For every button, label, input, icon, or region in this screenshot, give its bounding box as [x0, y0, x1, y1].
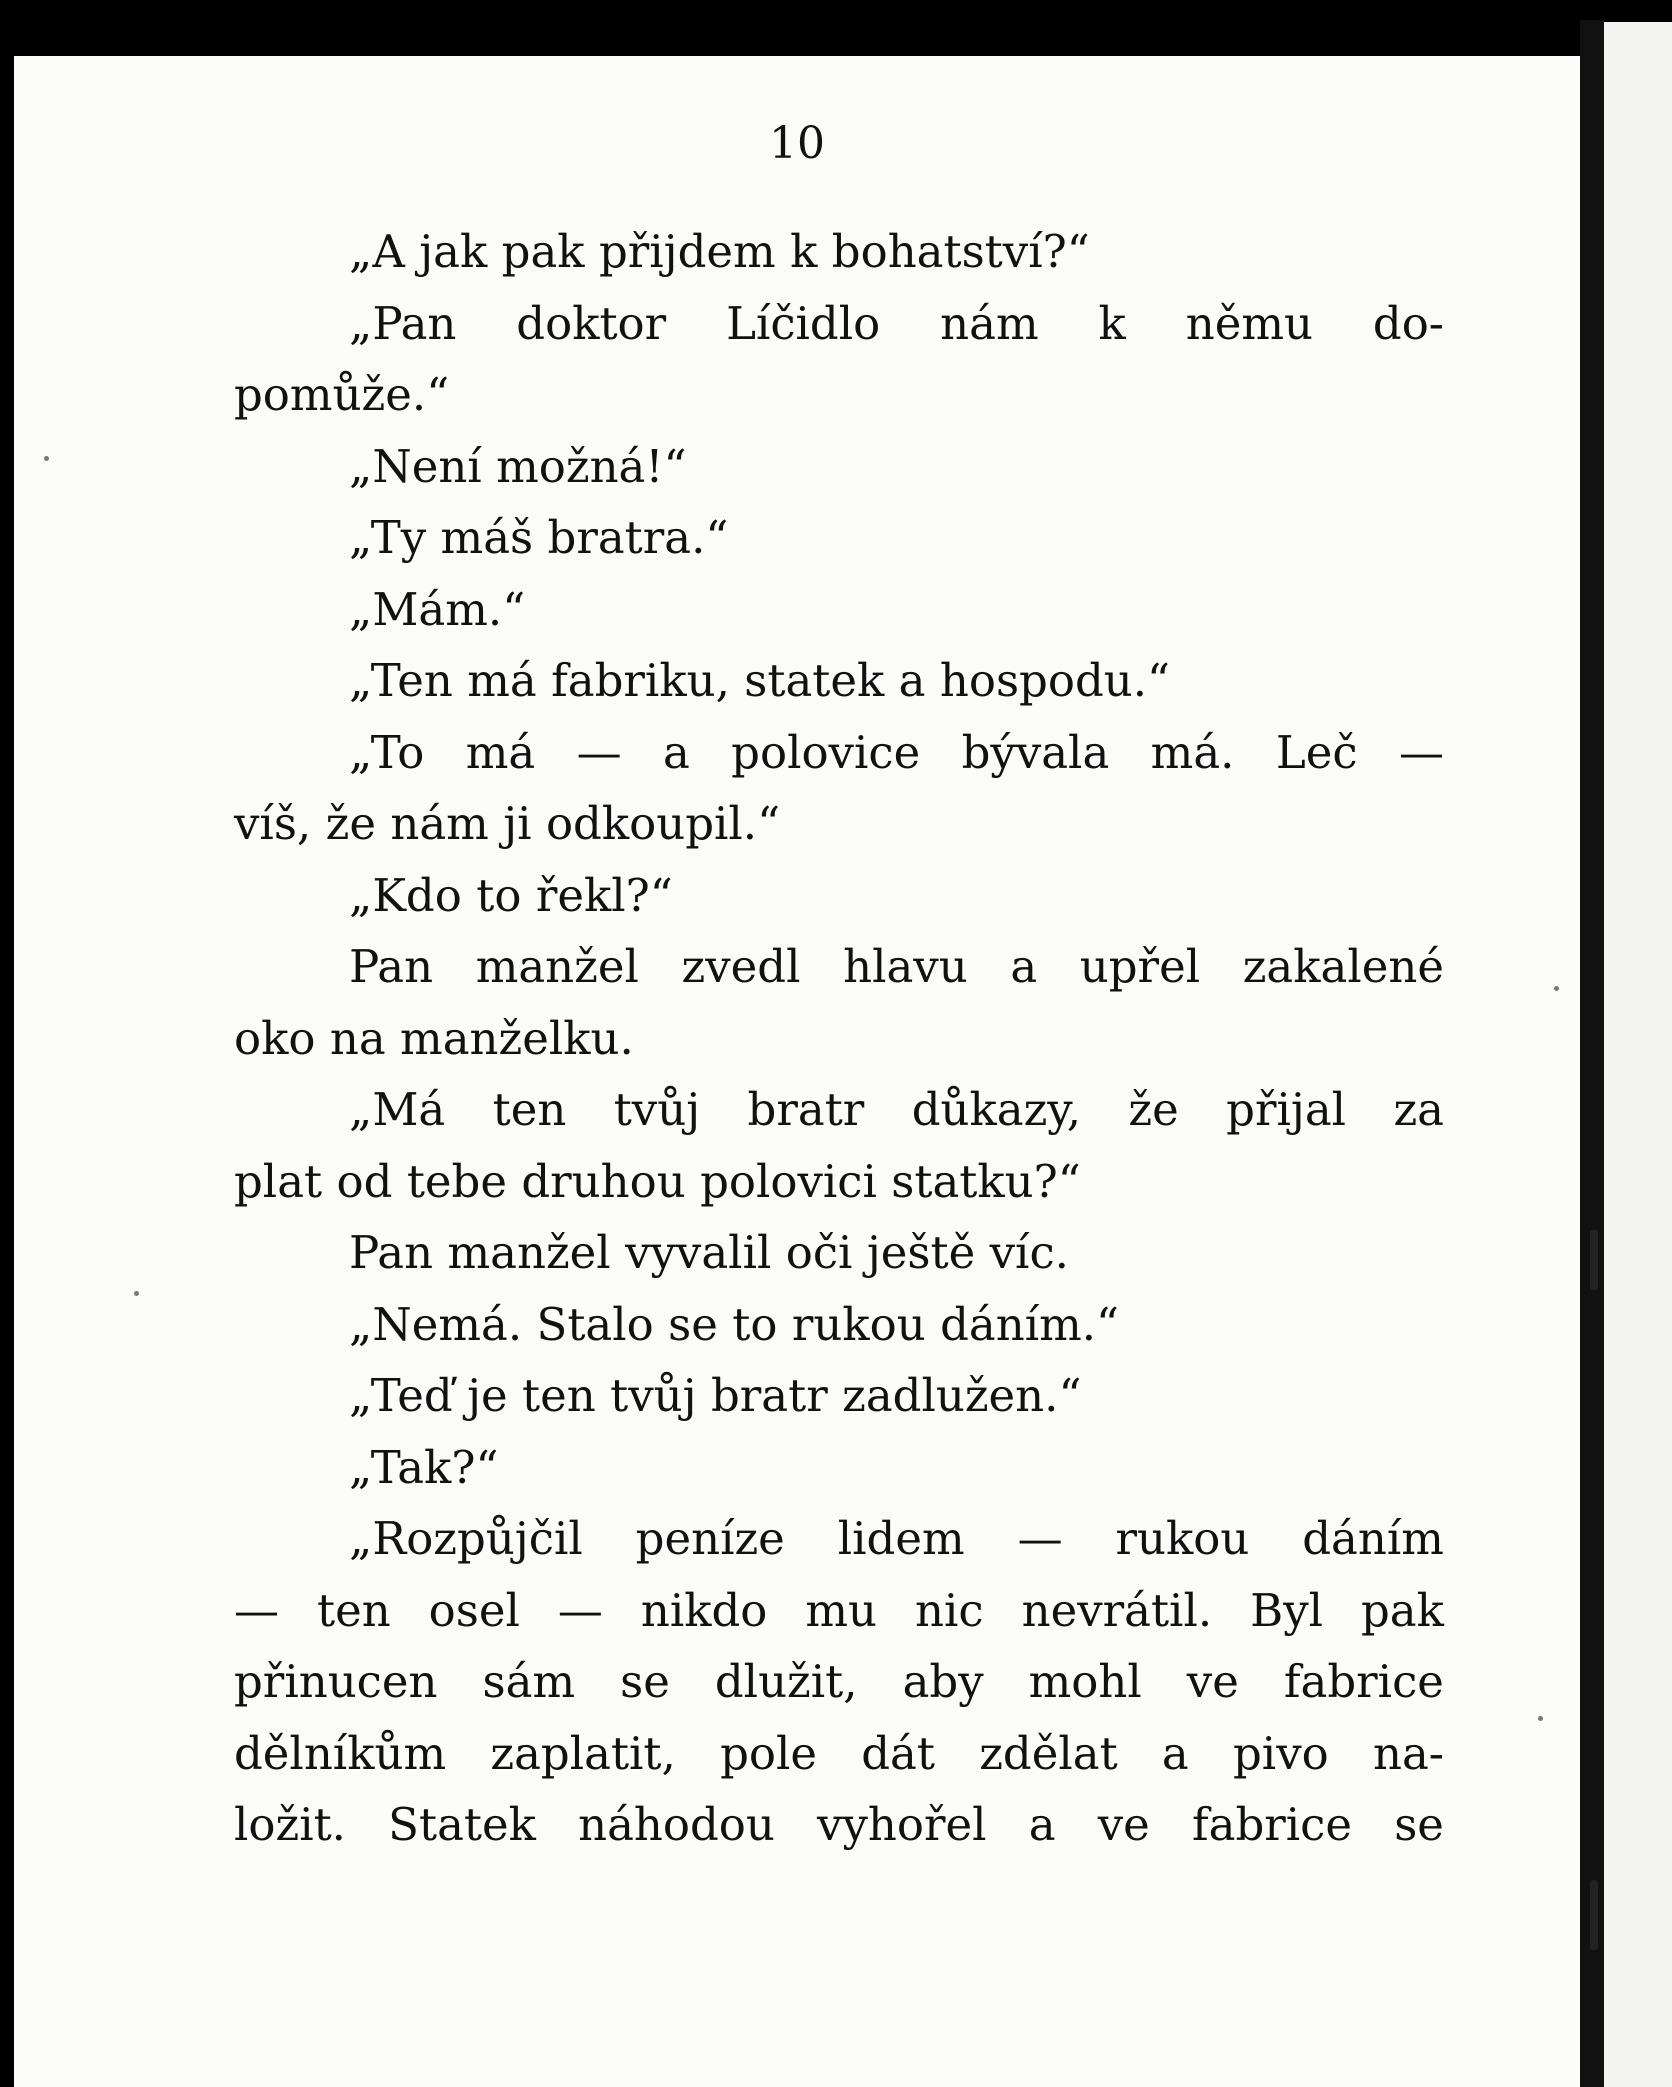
- word: zakalené: [1242, 940, 1444, 993]
- word: dáním: [1302, 1512, 1444, 1565]
- word: na-: [1372, 1726, 1444, 1780]
- word: „To: [349, 725, 425, 779]
- word: má: [465, 725, 536, 779]
- word: ve: [1097, 1798, 1150, 1851]
- word: bohatství?“: [831, 225, 1090, 278]
- word: za: [1393, 1083, 1444, 1136]
- word: statek: [744, 654, 885, 707]
- word: nic: [915, 1583, 984, 1637]
- page-number: 10: [769, 118, 825, 169]
- word: na: [329, 1011, 386, 1065]
- text-line: [234, 1217, 1444, 1289]
- text-line: [234, 1789, 1444, 1861]
- word: „Teď: [349, 1369, 453, 1422]
- paper-speck: [1554, 986, 1559, 991]
- word: ve: [1186, 1655, 1239, 1708]
- word: tvůj: [610, 1369, 697, 1422]
- word: „Nemá.: [349, 1297, 523, 1351]
- word: zaplatit,: [490, 1726, 676, 1780]
- word: se: [668, 1297, 718, 1351]
- text-line: [234, 1360, 1444, 1432]
- paper-speck: [44, 456, 49, 461]
- word: ten: [316, 1583, 391, 1637]
- body-text: [234, 216, 1444, 1861]
- word: oči: [785, 1226, 853, 1279]
- word: se: [620, 1655, 670, 1708]
- text-line: [234, 1646, 1444, 1718]
- word: k: [790, 225, 818, 278]
- word: polovice: [731, 725, 921, 779]
- word: a: [1028, 1798, 1056, 1851]
- word: bratr: [710, 1369, 828, 1422]
- word: peníze: [635, 1512, 785, 1565]
- word: upřel: [1079, 940, 1201, 993]
- word: ložit.: [234, 1798, 346, 1851]
- word: řekl?“: [535, 868, 673, 922]
- word: zadlužen.“: [842, 1369, 1082, 1422]
- adjacent-page-edge: [1604, 22, 1672, 2087]
- word: nevrátil.: [1021, 1583, 1213, 1637]
- text-line: [234, 788, 1444, 860]
- word: Stalo: [536, 1297, 654, 1351]
- word: přijal: [1226, 1083, 1347, 1136]
- word: přijdem: [598, 225, 776, 278]
- text-line: [234, 1718, 1444, 1790]
- word: nám: [390, 797, 489, 850]
- word: možná!“: [496, 439, 687, 493]
- word: bývala: [961, 725, 1110, 779]
- word: osel: [428, 1583, 520, 1637]
- word: oko: [234, 1011, 316, 1065]
- word: víc.: [989, 1226, 1069, 1279]
- word: dlužit,: [714, 1655, 858, 1708]
- word: plat: [234, 1154, 323, 1208]
- word: nám: [940, 296, 1039, 350]
- word: má.: [1150, 725, 1235, 779]
- text-line: [234, 574, 1444, 646]
- word: Leč: [1275, 725, 1358, 779]
- word: polovici: [700, 1154, 877, 1208]
- word: sám: [482, 1655, 576, 1708]
- word: víš,: [234, 797, 312, 850]
- word: „Kdo: [349, 868, 462, 922]
- word: němu: [1185, 296, 1313, 350]
- text-line: [234, 1074, 1444, 1146]
- word: že: [1128, 1083, 1179, 1136]
- word: tebe: [406, 1154, 507, 1208]
- word: manželku.: [400, 1011, 634, 1065]
- word: „Mám.“: [349, 582, 526, 636]
- word: —: [576, 725, 622, 779]
- word: —: [1398, 725, 1444, 779]
- text-line: [234, 1503, 1444, 1575]
- gutter-mark: [1590, 1880, 1598, 1950]
- word: mu: [805, 1583, 878, 1637]
- text-line: [234, 359, 1444, 431]
- word: a: [1161, 1726, 1189, 1780]
- word: máš: [440, 511, 534, 564]
- word: „Tak?“: [349, 1440, 499, 1494]
- word: Pan: [349, 1226, 434, 1279]
- text-line: [234, 1146, 1444, 1218]
- word: dělníkům: [234, 1726, 447, 1780]
- text-line: [234, 1289, 1444, 1361]
- word: fabrice: [1191, 1798, 1352, 1851]
- word: Líčidlo: [726, 296, 881, 350]
- word: to: [732, 1297, 778, 1351]
- word: je: [467, 1369, 508, 1422]
- word: —: [557, 1583, 603, 1637]
- text-line: [234, 931, 1444, 1003]
- word: vyvalil: [625, 1226, 772, 1279]
- paper-speck: [1538, 1716, 1543, 1721]
- word: ten: [522, 1369, 596, 1422]
- word: bratr: [747, 1083, 865, 1136]
- word: dát: [861, 1726, 935, 1780]
- word: Byl: [1250, 1583, 1324, 1637]
- word: Statek: [388, 1798, 536, 1851]
- text-line: [234, 502, 1444, 574]
- paper-speck: [134, 1291, 139, 1296]
- word: k: [1098, 296, 1126, 350]
- word: důkazy,: [911, 1083, 1082, 1136]
- word: hlavu: [843, 940, 968, 993]
- word: nikdo: [640, 1583, 768, 1637]
- text-line: [234, 288, 1444, 360]
- text-line: [234, 645, 1444, 717]
- word: a: [662, 725, 690, 779]
- word: fabrice: [1283, 1655, 1444, 1708]
- word: Pan: [349, 940, 434, 993]
- word: od: [336, 1154, 393, 1208]
- word: „Pan: [349, 296, 457, 350]
- word: „Není: [349, 439, 482, 493]
- text-line: [234, 216, 1444, 288]
- word: „Ten: [349, 654, 453, 707]
- text-line: [234, 1575, 1444, 1647]
- word: náhodou: [578, 1798, 775, 1851]
- word: „Má: [349, 1083, 446, 1136]
- word: druhou: [521, 1154, 686, 1208]
- word: manžel: [447, 1226, 611, 1279]
- word: jak: [419, 225, 488, 278]
- text-line: [234, 717, 1444, 789]
- word: odkoupil.“: [545, 797, 781, 850]
- word: statku?“: [891, 1154, 1081, 1208]
- word: má: [467, 654, 537, 707]
- word: ten: [492, 1083, 567, 1136]
- word: bratra.“: [547, 511, 729, 564]
- word: přinucen: [234, 1655, 438, 1708]
- word: dáním.“: [940, 1297, 1120, 1351]
- word: aby: [902, 1655, 984, 1708]
- word: pole: [720, 1726, 817, 1780]
- word: ji: [503, 797, 532, 850]
- word: a: [898, 654, 926, 707]
- book-gutter: [1580, 20, 1604, 2087]
- text-line: [234, 431, 1444, 503]
- text-line: [234, 1003, 1444, 1075]
- word: „Ty: [349, 511, 427, 564]
- gutter-mark: [1590, 1230, 1598, 1290]
- word: pak: [1361, 1583, 1444, 1637]
- word: to: [476, 868, 522, 922]
- word: pivo: [1233, 1726, 1329, 1780]
- word: se: [1394, 1798, 1444, 1851]
- word: zvedl: [681, 940, 801, 993]
- word: „A: [349, 225, 405, 278]
- text-line: [234, 860, 1444, 932]
- word: pak: [501, 225, 585, 278]
- word: —: [234, 1583, 279, 1637]
- word: manžel: [475, 940, 639, 993]
- book-page: [14, 56, 1580, 2087]
- word: a: [1010, 940, 1038, 993]
- word: do-: [1372, 296, 1444, 350]
- word: pomůže.“: [234, 368, 450, 421]
- word: lidem: [837, 1512, 965, 1565]
- word: „Rozpůjčil: [349, 1512, 583, 1565]
- word: —: [1017, 1512, 1063, 1565]
- word: tvůj: [613, 1083, 701, 1136]
- word: že: [325, 797, 376, 850]
- word: hospodu.“: [939, 654, 1171, 707]
- word: zdělat: [979, 1726, 1118, 1780]
- word: rukou: [791, 1297, 926, 1351]
- word: ještě: [866, 1226, 976, 1279]
- text-line: [234, 1432, 1444, 1504]
- word: mohl: [1028, 1655, 1142, 1708]
- word: rukou: [1115, 1512, 1250, 1565]
- word: fabriku,: [551, 654, 730, 707]
- word: vyhořel: [817, 1798, 987, 1851]
- word: doktor: [516, 296, 667, 350]
